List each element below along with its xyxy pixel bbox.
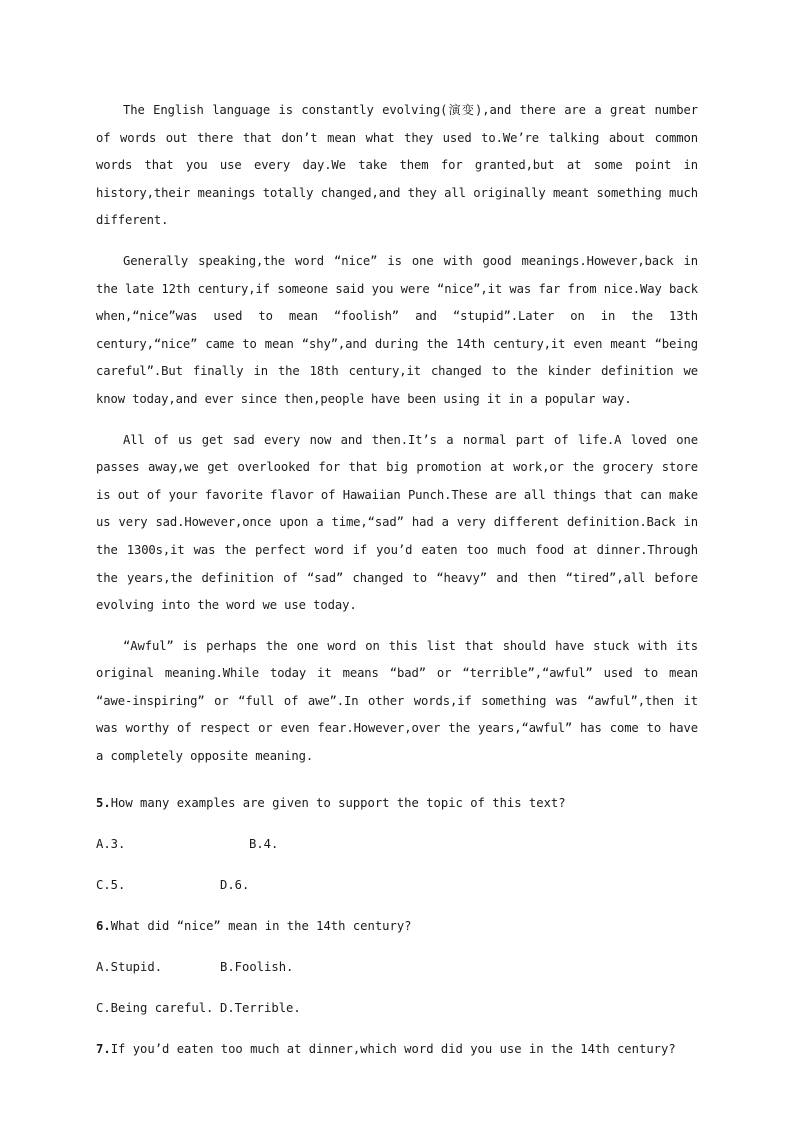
option-c: C.Being careful.	[96, 1000, 214, 1015]
question-text: How many examples are given to support the topic of this text?	[110, 795, 566, 810]
options-row	[96, 865, 698, 906]
question-text: If you’d eaten too much at dinner,which word did you use in the 14th century?	[110, 1041, 676, 1056]
option-d: D.Terrible.	[220, 1000, 301, 1015]
options-row	[96, 988, 698, 1029]
options-row	[96, 824, 698, 865]
options-row	[96, 947, 698, 988]
option-d: D.6.	[220, 877, 250, 892]
passage-paragraph-3: All of us get sad every now and then.It’s a normal part of life.A loved one passes away,we get overlooked for that big promotion at work,or the grocery store is out of your favorite flavor of Hawaiian Punch.These are all things that can make us very sad.However,once upon a time,“sad” had a very different definition.Back in the 1300s,it was the perfect word if you’d eaten too much food at dinner.Through the years,the definition of “sad” changed to “heavy” and then “tired”,all before evolving into the word we use today.	[96, 432, 698, 613]
option-a: A.Stupid.	[96, 959, 163, 974]
option-c: C.5.	[96, 877, 126, 892]
option-b: B.Foolish.	[220, 959, 294, 974]
question-number: 7.	[96, 1041, 111, 1056]
question-6	[96, 906, 698, 1029]
question-number: 6.	[96, 918, 111, 933]
question-text: What did “nice” mean in the 14th century?	[110, 918, 412, 933]
question-5	[96, 783, 698, 906]
passage-paragraph-2: Generally speaking,the word “nice” is one with good meanings.However,back in the late 12th century,if someone said you were “nice”,it was far from nice.Way back when,“nice”was used to mean “foolish” and “stupid”.Later on in the 13th century,“nice” came to mean “shy”,and during the 14th century,it even meant “being careful”.But finally in the 18th century,it changed to the kinder definition we know today,and ever since then,people have been using it in a popular way.	[96, 253, 698, 406]
option-b: B.4.	[249, 836, 279, 851]
question-7	[96, 1029, 698, 1070]
passage-paragraph-1: The English language is constantly evolving(演变),and there are a great number of words out there that don’t mean what they used to.We’re talking about common words that you use every day.We take them for granted,but at some point in history,their meanings totally changed,and they all originally meant something much different.	[96, 103, 698, 228]
option-a: A.3.	[96, 836, 126, 851]
passage-paragraph-4: “Awful” is perhaps the one word on this list that should have stuck with its original meaning.While today it means “bad” or “terrible”,“awful” used to mean “awe-inspiring” or “full of awe”.In other words,if something was “awful”,then it was worthy of respect or even fear.However,over the years,“awful” has come to have a completely opposite meaning.	[96, 638, 698, 764]
question-number: 5.	[96, 795, 111, 810]
